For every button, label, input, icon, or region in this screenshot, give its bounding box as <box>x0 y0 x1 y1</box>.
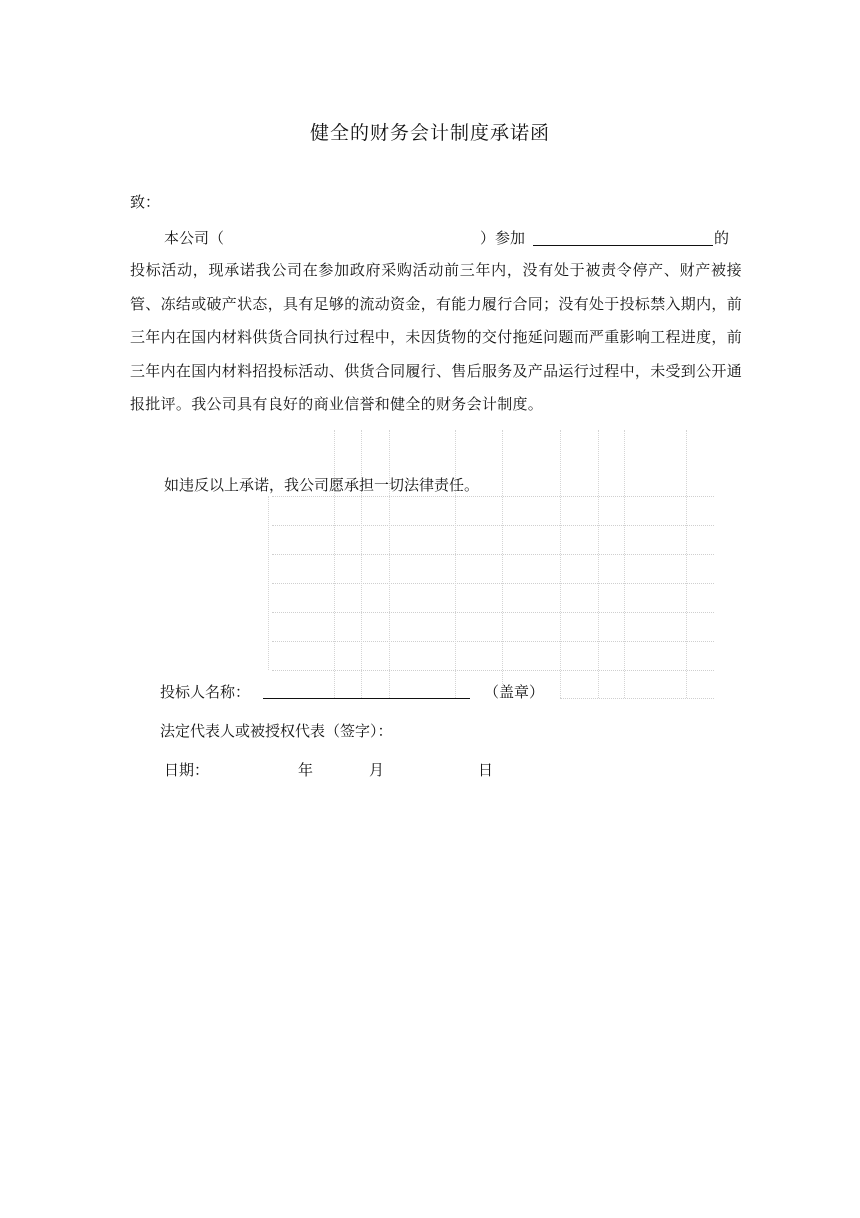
date-label: 日期： <box>164 761 210 779</box>
document-title: 健全的财务会计制度承诺函 <box>309 122 550 144</box>
commitment-body: 投标活动，现承诺我公司在参加政府采购活动前三年内，没有处于被责令停产、财产被接管、冻结或破产状态，具有足够的流动资金，有能力履行合同；没有处于投标禁入期内，前三年内在国内材料供货合同执行过程中，未因货物的交付拖延问题而严重影响工程进度，前三年内在国内材料招投标活动、供货合同履行、售后服务及产品运行过程中，未受到公开通报批评。我公司具有良好的商业信誉和健全的财务会计制度。 <box>130 261 743 414</box>
date-year-label: 年 <box>298 761 314 779</box>
intro-suffix: 的 <box>714 229 730 247</box>
project-name-blank[interactable] <box>533 245 713 246</box>
representative-signature-label: 法定代表人或被授权代表（签字）： <box>160 722 393 740</box>
bidder-name-label: 投标人名称： <box>160 683 251 701</box>
salutation: 致： <box>130 193 161 211</box>
violation-statement: 如违反以上承诺，我公司愿承担一切法律责任。 <box>164 476 480 494</box>
bidder-name-blank[interactable] <box>263 698 470 699</box>
intro-company-prefix: 本公司（ <box>164 229 225 247</box>
date-day-label: 日 <box>478 761 494 779</box>
intro-participate-text: ）参加 <box>480 229 526 247</box>
seal-note: （盖章） <box>484 683 545 701</box>
date-month-label: 月 <box>369 761 385 779</box>
